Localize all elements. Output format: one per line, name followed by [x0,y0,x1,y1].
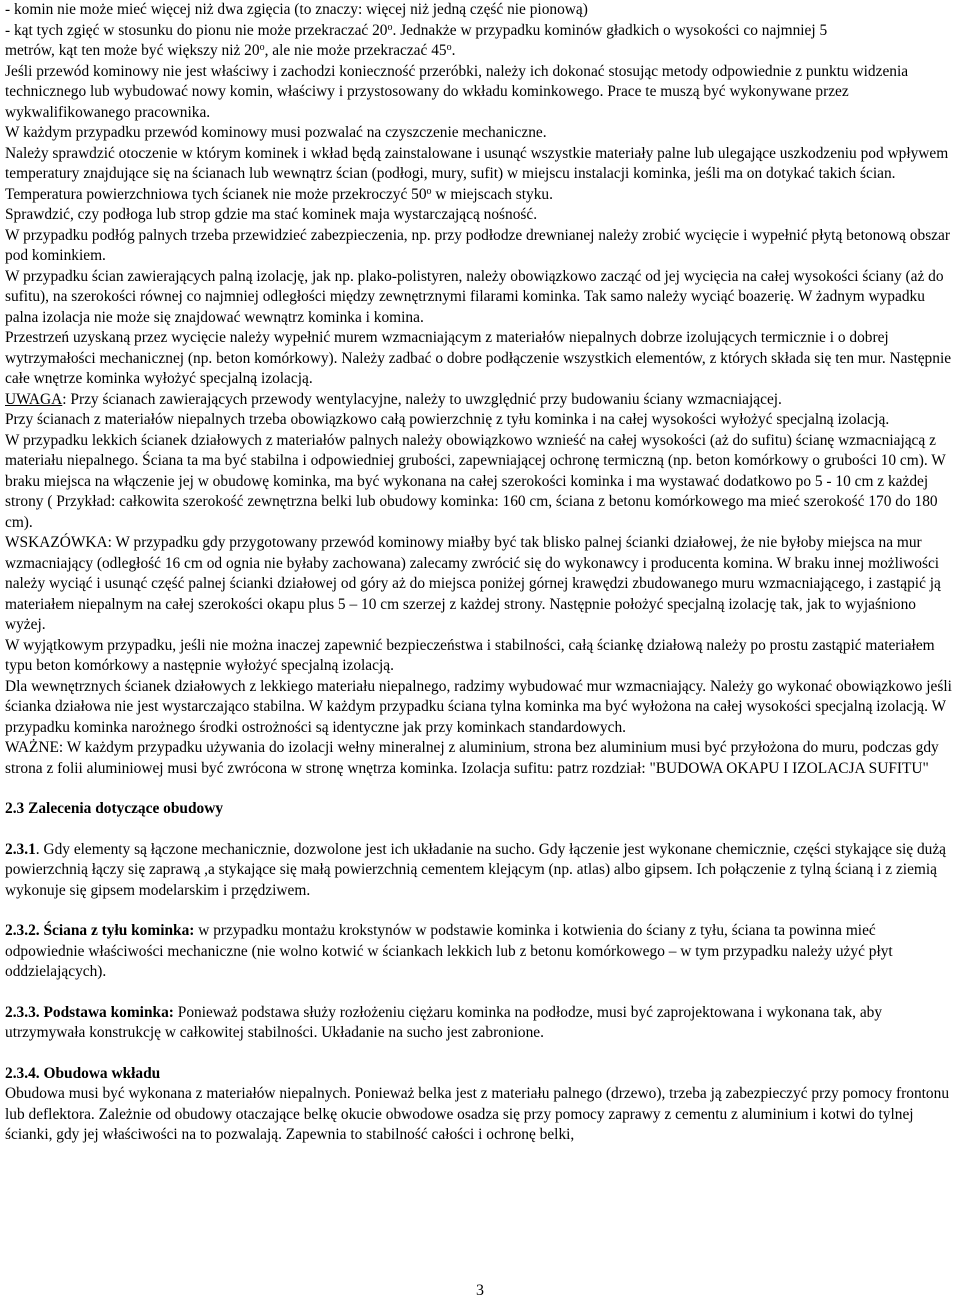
paragraph: WSKAZÓWKA: W przypadku gdy przygotowany przewód kominowy miałby być tak blisko palnej ścianki działowej, że nie byłoby miejsca na mur wzmacniający (odległość 16 cm od ognia nie byłaby zachowana) zalecamy zwrócić się do wykonawcy i producenta komina. W braku innej możliwości należy wyciąć i usunąć część palnej ścianki działowej od góry aż do miejsca poniżej górnej krawędzi zbudowanego muru wzmacniającego, i zastąpić ją materiałem niepalnym na całej szerokości okapu plus 5 – 10 cm szerzej z każdej strony. Następnie położyć specjalną izolację tak, jak to wyjaśniono wyżej. [5,534,941,633]
page-number: 3 [476,1282,484,1299]
paragraph: W przypadku podłóg palnych trzeba przewidzieć zabezpieczenia, np. przy podłodze drewnianej należy zrobić wycięcie i wypełnić płytą betonową obszar pod kominkiem. [5,226,950,264]
paragraph: Przy ścianach z materiałów niepalnych trzeba obowiązkowo całą powierzchnię z tyłu kominka i na całej wysokości wyłożyć specjalną izolacją. [5,411,890,428]
subsection-2-3-4: Obudowa musi być wykonana z materiałów niepalnych. Ponieważ belka jest z materiału palnego (drzewo), trzeba ją zabezpieczyć przy pomocy frontonu lub deflektora. Zależnie od obudowy otaczające belkę okucie obwodowe osadza się przy pomocy zaprawy z cementu z aluminium i kotwi do tylnej ścianki, gdy jej właściwości na to pozwalają. Zapewnia to stabilność całości i ochronę belki, [5,1085,950,1143]
paragraph: Jeśli przewód kominowy nie jest właściwy i zachodzi konieczność przeróbki, należy ich dokonać stosując metody odpowiednie z punktu widzenia technicznego lub wybudować nowy komin, właściwy i przystosowany do wkładu kominkowego. Prace te muszą być wykonywane przez wykwalifikowanego pracownika. [5,62,909,121]
document-page [5,0,955,1302]
paragraph: W wyjątkowym przypadku, jeśli nie można inaczej zapewnić bezpieczeństwa i stabilności, całą ściankę działową należy po prostu zastąpić materiałem typu beton komórkowy a następnie wyłożyć specjalną izolacją. [5,636,935,674]
paragraph: W przypadku ścian zawierających palną izolację, jak np. plako-polistyren, należy obowiązkowo zacząć od jej wycięcia na całej wysokości ściany (aż do sufitu), na szerokości równej co najmniej odległości między zewnętrznymi filarami kominka. Tak samo należy wyciąć boazerię. W żadnym wypadku palna izolacja nie może się znajdować wewnątrz kominka i komina. [5,267,944,326]
text-line: - komin nie może mieć więcej niż dwa zgięcia (to znaczy: więcej niż jedną część nie pionową) [5,1,588,18]
section-heading: 2.3 Zalecenia dotyczące obudowy [5,800,224,817]
paragraph: Sprawdzić, czy podłoga lub strop gdzie ma stać kominek maja wystarczającą nośność. [5,206,538,223]
paragraph: Przestrzeń uzyskaną przez wycięcie należy wypełnić murem wzmacniającym z materiałów niepalnych dobrze izolujących termicznie i o dobrej wytrzymałości mechanicznej (np. beton komórkowy). Należy zadbać o dobre podłączenie wszystkich elementów, z których składa się ten mur. Następnie całe wnętrze kominka wyłożyć specjalną izolacją. [5,329,952,387]
subsection-2-3-4-heading: 2.3.4. Obudowa wkładu [5,1064,161,1082]
paragraph: Należy sprawdzić otoczenie w którym kominek i wkład będą zainstalowane i usunąć wszystkie materiały palne lub ulegające uszkodzeniu pod wpływem temperatury znajdujące się na ścianach lub wewnątrz ścian (podłogi, mury, sufit) w miejscu instalacji kominka, jeśli ma on dotykać takich ścian. [5,144,949,182]
text-line: metrów, kąt ten może być większy niż 20$^o$, ale nie może przekraczać 45$^o$. [5,42,456,59]
text-line: - kąt tych zgięć w stosunku do pionu nie może przekraczać 20$^o$. Jednakże w przypadku kominów gładkich o wysokości co najmniej 5 [5,21,828,39]
paragraph: Temperatura powierzchniowa tych ścianek nie może przekroczyć 50$^o$ w miejscach styku. [5,185,553,203]
paragraph: W każdym przypadku przewód kominowy musi pozwalać na czyszczenie mechaniczne. [5,124,547,141]
paragraph: WAŻNE: W każdym przypadku używania do izolacji wełny mineralnej z aluminium, strona bez aluminium musi być przyłożona do muru, podczas gdy strona z folii aluminiowej musi być zwrócona w stronę wnętrza kominka. Izolacja sufitu: patrz rozdział: "BUDOWA OKAPU I IZOLACJA SUFITU" [5,739,939,777]
subsection-2-3-3: 2.3.3. Podstawa kominka: Ponieważ podstawa służy rozłożeniu ciężaru kominka na podłodze, musi być zaprojektowana i wykonana tak, aby utrzymywała konstrukcję w całkowitej stabilności. Układanie na sucho jest zabronione. [5,1003,883,1041]
paragraph: UWAGA: Przy ścianach zawierających przewody wentylacyjne, należy to uwzględnić przy budowaniu ściany wzmacniającej. [5,390,782,408]
subsection-2-3-1: 2.3.1. Gdy elementy są łączone mechanicznie, dozwolone jest ich układanie na sucho. Gdy łączenie jest wykonane chemicznie, części stykające się dużą powierzchnią łączy się zaprawą ,a stykające się małą powierzchnią cementem klejącym (np. atlas) albo gipsem. Ich połączenie z tylną ścianą i z ziemią wykonuje się gipsem modelarskim i przędziwem. [5,840,947,899]
subsection-2-3-2: 2.3.2. Ściana z tyłu kominka: w przypadku montażu krokstynów w podstawie kominka i kotwienia do ściany z tyłu, ściana ta powinna mieć odpowiednie właściwości mechaniczne (nie wolno kotwić w ściankach lekkich lub z betonu komórkowego – w tym przypadku należy użyć płyt oddzielających). [5,922,893,980]
paragraph: Dla wewnętrznych ścianek działowych z lekkiego materiału niepalnego, radzimy wybudować mur wzmacniający. Należy go wykonać obowiązkowo jeśli ścianka działowa nie jest wystarczająco stabilna. W każdym przypadku ściana tylna kominka ma być wyłożona na całej wysokości specjalną izolacją. W przypadku kominka narożnego środki ostrożności są identyczne jak przy kominkach standardowych. [5,677,952,736]
paragraph: W przypadku lekkich ścianek działowych z materiałów palnych należy obowiązkowo wznieść na całej wysokości (aż do sufitu) ścianę wzmacniającą z materiału niepalnego. Ściana ta ma być stabilna i odpowiedniej grubości, zapewniającej ochronę termiczną (np. beton komórkowy o grubości 10 cm). W braku miejsca na włączenie jej w obudowę kominka, ma być wykonana na całej szerokości kominka i ma wystawać dodatkowo po 5 - 10 cm z każdej strony ( Przykład: całkowita szerokość zewnętrzna belki lub obudowy kominka: 160 cm, ściana z betonu komórkowego ma mieć szerokość 170 do 180 cm). [5,431,946,531]
